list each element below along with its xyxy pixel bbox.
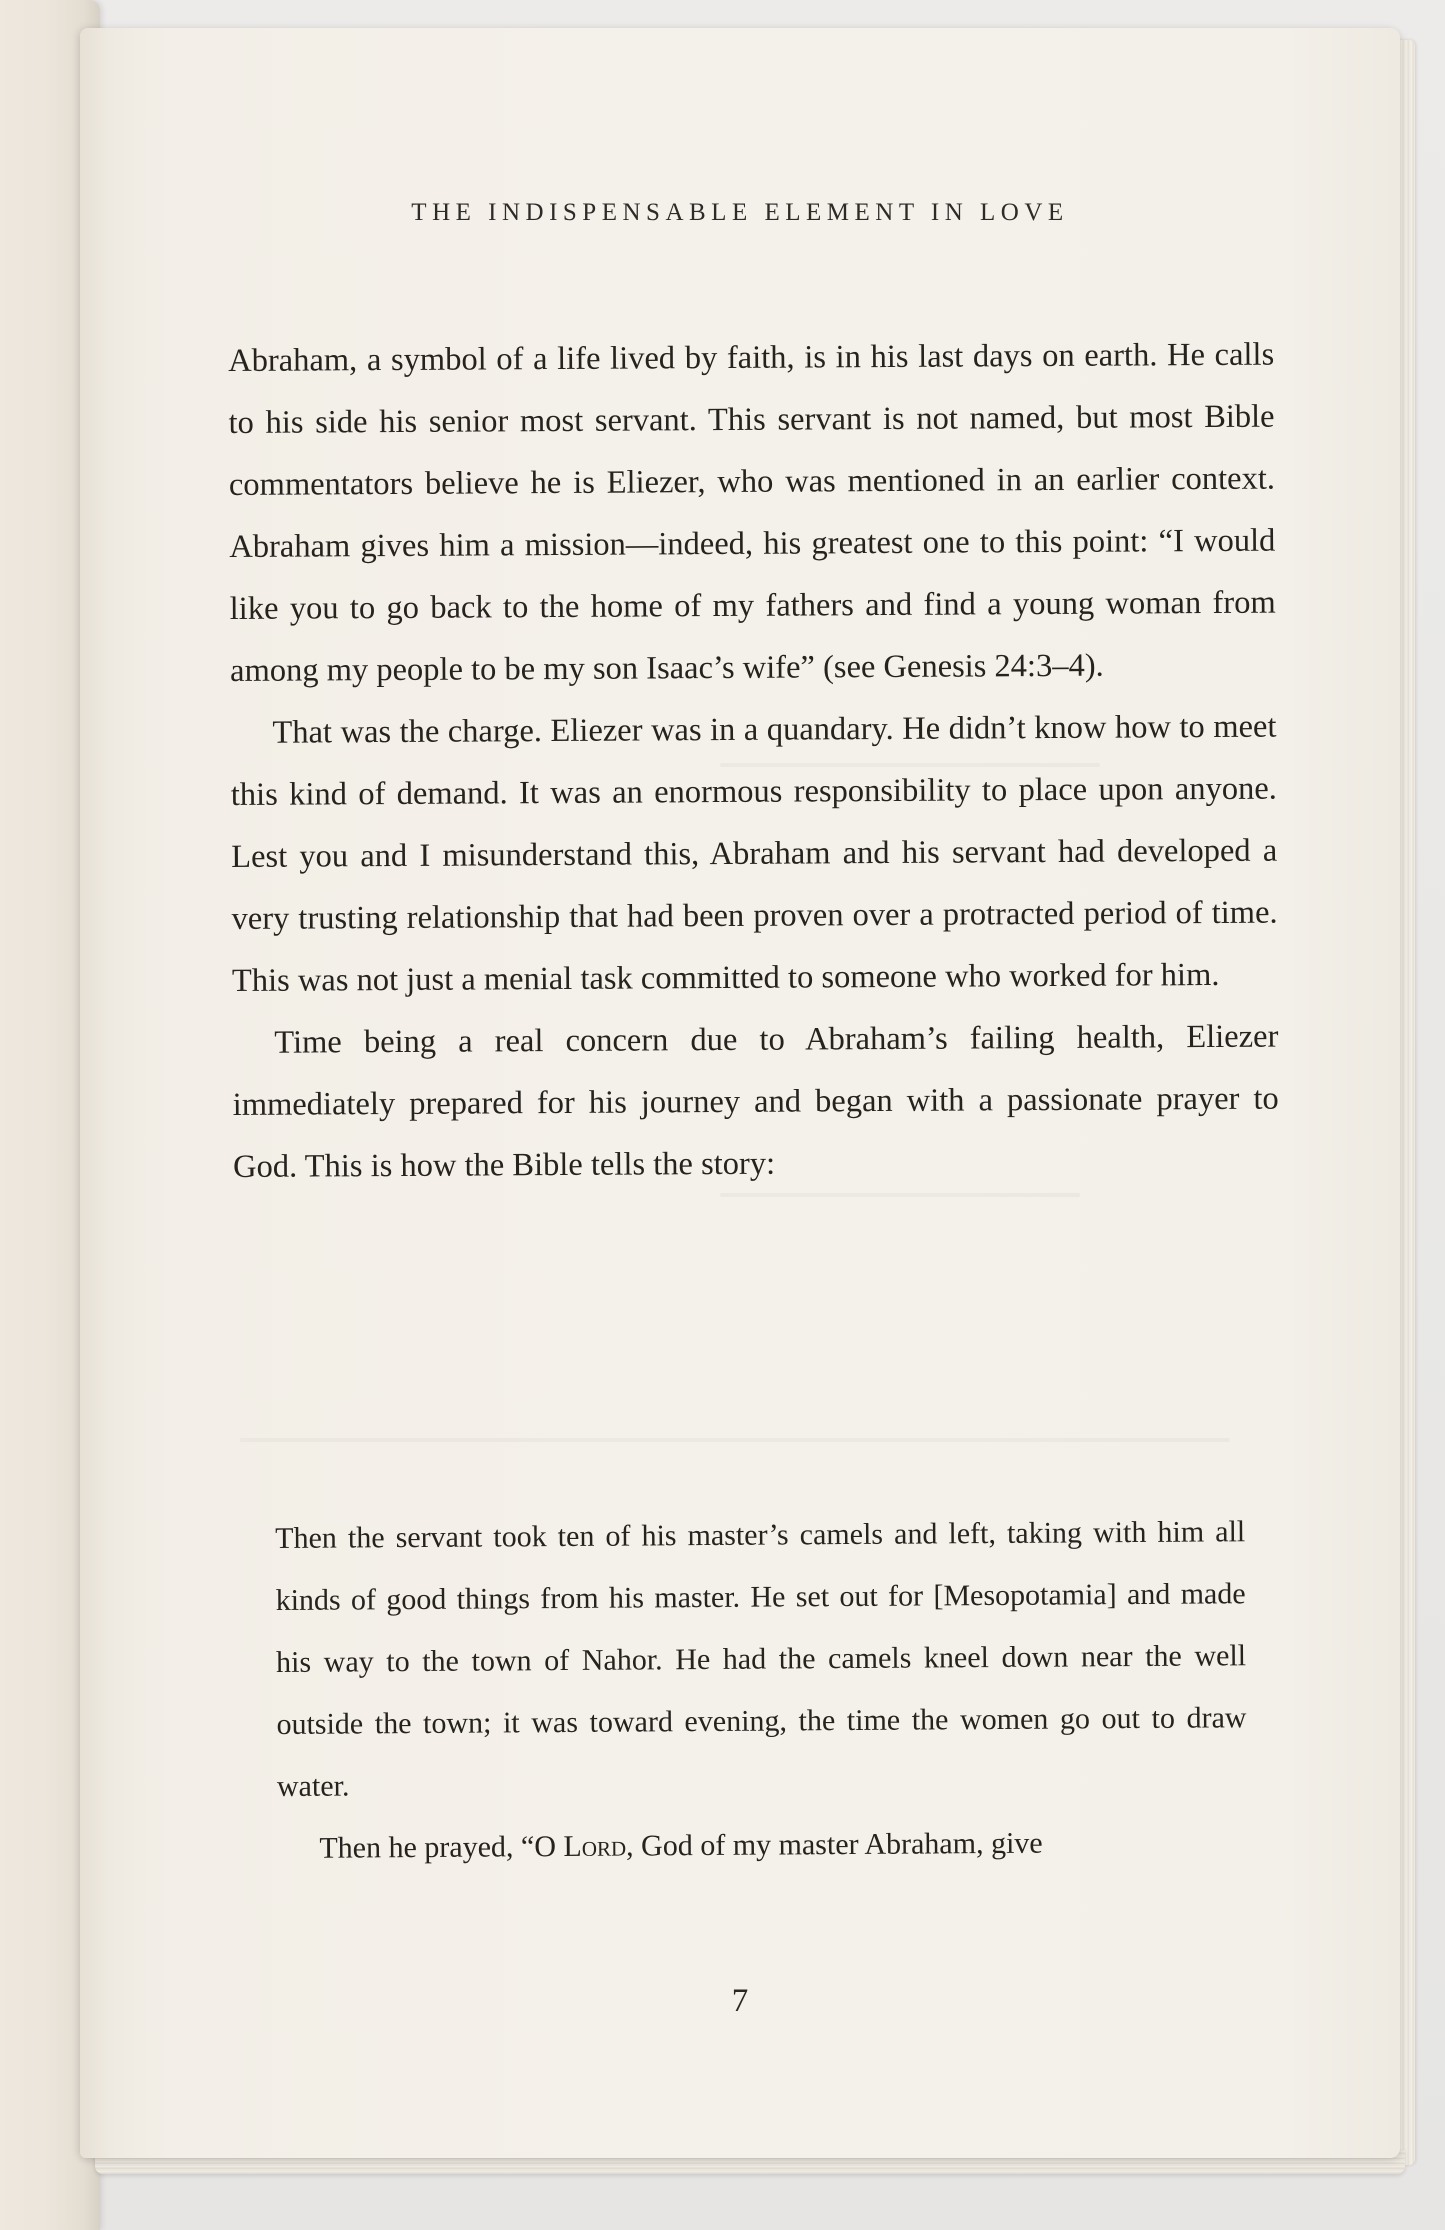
block-quote <box>275 1501 1248 1880</box>
body-text <box>228 324 1279 1198</box>
paragraph-2: That was the charge. Eliezer was in a quandary. He didn’t know how to meet this kind of demand. It was an enormous responsibility to place upon anyone. Lest you and I misunderstand this, Abraham and his servant had developed a very trusting relationship that had been proven over a protracted period of time. This was not just a menial task committed to someone who worked for him. <box>230 708 1278 999</box>
book-page <box>80 28 1400 2158</box>
lord-small-caps: Lord <box>563 1829 627 1863</box>
quote-paragraph-1: Then the servant took ten of his master’s camels and left, taking with him all kinds of good things from his master. He set out for [Mesopotamia] and made his way to the town of Nahor. He had the camels kneel down near the well outside the town; it was toward evening, the time the women go out to draw water. <box>275 1515 1247 1803</box>
paragraph-1: Abraham, a symbol of a life lived by faith, is in his last days on earth. He calls to his side his senior most servant. This servant is not named, but most Bible commentators believe he is Eliezer, who was mentioned in an earlier context. Abraham gives him a mission—indeed, his greatest one to this point: “I would like you to go back to the home of my fathers and find a young woman from among my people to be my son Isaac’s wife” (see Genesis 24:3–4). <box>228 336 1276 689</box>
quote-paragraph-2-end: , God of my master Abraham, give <box>625 1826 1043 1863</box>
show-through-line <box>240 1438 1230 1442</box>
page-number: 7 <box>731 1983 749 2019</box>
quote-paragraph-2-start: Then he prayed, “O <box>319 1829 564 1865</box>
paragraph-3: Time being a real concern due to Abraham’s failing health, Eliezer immediately prepared for his journey and began with a passionate prayer to God. This is how the Bible tells the story: <box>232 1018 1279 1185</box>
running-head: THE INDISPENSABLE ELEMENT IN LOVE <box>411 199 1069 226</box>
quote-paragraph-2 <box>277 1811 1247 1880</box>
